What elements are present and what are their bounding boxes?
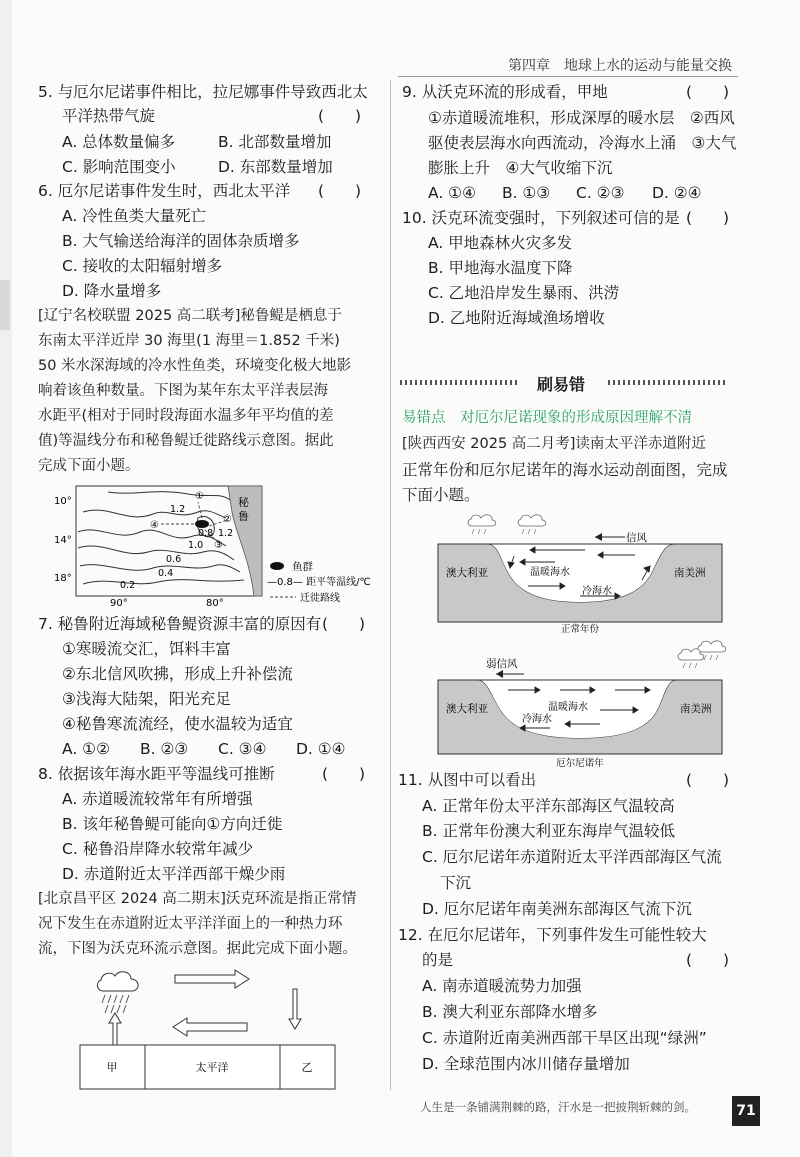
passage1-line-1: [辽宁名校联盟 2025 高二联考]秘鲁鳀是栖息于 bbox=[38, 308, 342, 324]
page-edge-shadow bbox=[0, 0, 12, 1157]
q5-option-b: B. 北部数量增加 bbox=[218, 133, 332, 151]
q8-answer-blank: ( ) bbox=[322, 765, 366, 783]
iso-label-0-2: 0.2 bbox=[120, 580, 136, 591]
q11-option-c-line-2: 下沉 bbox=[440, 874, 472, 892]
q5-option-a: A. 总体数量偏多 bbox=[62, 133, 176, 151]
section-title: 刷易错 bbox=[537, 375, 586, 394]
descending-arrow bbox=[289, 989, 301, 1029]
q9-option-c: C. ②③ bbox=[576, 184, 625, 202]
q12-stem-1: 12. 在厄尔尼诺年，下列事件发生可能性较大 bbox=[398, 926, 707, 944]
q10-stem: 10. 沃克环流变强时，下列叙述可信的是 bbox=[402, 209, 680, 227]
q10-option-d: D. 乙地附近海域渔场增收 bbox=[428, 309, 605, 327]
q7-option-b: B. ②③ bbox=[140, 740, 189, 758]
q12-answer-blank: ( ) bbox=[686, 951, 730, 969]
q7-item-1: ①寒暖流交汇，饵料丰富 bbox=[62, 640, 231, 658]
q6-stem: 6. 厄尔尼诺事件发生时，西北太平洋 bbox=[38, 182, 291, 200]
lat-10: 10° bbox=[54, 496, 72, 507]
q5-stem-2: 平洋热带气旋 bbox=[62, 107, 156, 125]
legend-route: 迁徙路线 bbox=[300, 593, 340, 604]
chapter-header: 第四章 地球上水的运动与能量交换 bbox=[508, 58, 732, 74]
normal-wind-label: 信风 bbox=[626, 532, 647, 544]
q7-item-2: ②东北信风吹拂，形成上升补偿流 bbox=[62, 665, 293, 683]
lon-90: 90° bbox=[110, 598, 128, 606]
legend-fish: 鱼群 bbox=[292, 561, 313, 573]
nino-wind-label: 弱信风 bbox=[486, 658, 518, 670]
peru-label-1: 秘 bbox=[238, 496, 249, 509]
nino-left-land: 澳大利亚 bbox=[446, 703, 488, 715]
q11-option-a: A. 正常年份太平洋东部海区气温较高 bbox=[422, 797, 675, 815]
q8-option-c: C. 秘鲁沿岸降水较常年减少 bbox=[62, 840, 254, 858]
lower-west-arrow bbox=[173, 1018, 247, 1036]
iso-label-0-8: 0.8 bbox=[198, 528, 214, 539]
q9-item-line-3: 膨胀上升 ④大气收缩下沉 bbox=[428, 159, 613, 177]
passage3-line-3: 下面小题。 bbox=[402, 486, 480, 504]
q9-option-d: D. ②④ bbox=[652, 184, 702, 202]
passage1-line-6: 值)等温线分布和秘鲁鳀迁徙路线示意图。据此 bbox=[38, 433, 334, 449]
iso-label-1-2: 1.2 bbox=[170, 504, 186, 515]
walker-yi-label: 乙 bbox=[301, 1061, 313, 1074]
walker-jia-label: 甲 bbox=[106, 1061, 118, 1074]
isotherm-map-figure bbox=[48, 484, 378, 606]
q10-answer-blank: ( ) bbox=[686, 209, 730, 227]
q8-option-a: A. 赤道暖流较常年有所增强 bbox=[62, 790, 253, 808]
lat-14: 14° bbox=[54, 535, 72, 546]
normal-cold-water: 冷海水 bbox=[582, 586, 612, 597]
q9-item-line-1: ①赤道暖流堆积，形成深厚的暖水层 ②西风 bbox=[428, 109, 735, 127]
legend-isotherm: —0.8— 距平等温线/℃ bbox=[267, 577, 371, 588]
iso-label-0-6: 0.6 bbox=[166, 554, 182, 565]
header-rule bbox=[398, 76, 738, 77]
section-dots-left bbox=[400, 380, 520, 385]
column-divider bbox=[390, 80, 391, 1090]
q6-answer-blank: ( ) bbox=[318, 182, 362, 200]
q5-option-d: D. 东部数量增加 bbox=[218, 158, 333, 176]
error-point-heading: 易错点 对厄尔尼诺现象的形成原因理解不清 bbox=[402, 410, 692, 426]
q9-answer-blank: ( ) bbox=[686, 83, 730, 101]
q7-option-a: A. ①② bbox=[62, 740, 110, 758]
nino-cold-water: 冷海水 bbox=[522, 714, 552, 725]
q5-option-c: C. 影响范围变小 bbox=[62, 158, 176, 176]
passage1-line-5: 水距平(相对于同时段海面水温多年平均值的差 bbox=[38, 408, 334, 424]
q8-option-b: B. 该年秘鲁鳀可能向①方向迁徙 bbox=[62, 815, 283, 833]
page-number: 71 bbox=[732, 1096, 760, 1126]
q12-option-c: C. 赤道附近南美洲西部干旱区出现“绿洲” bbox=[422, 1029, 707, 1047]
q7-stem: 7. 秘鲁附近海域秘鲁鳀资源丰富的原因有 bbox=[38, 615, 322, 633]
q11-answer-blank: ( ) bbox=[686, 771, 730, 789]
passage1-line-3: 50 米水深海域的冷水性鱼类，环境变化极大地影 bbox=[38, 358, 352, 374]
q9-option-b: B. ①③ bbox=[502, 184, 551, 202]
q8-option-d: D. 赤道附近太平洋西部干燥少雨 bbox=[62, 865, 286, 883]
legend-fish-icon bbox=[270, 562, 284, 570]
lon-80: 80° bbox=[206, 598, 224, 606]
nino-right-land: 南美洲 bbox=[680, 703, 712, 715]
passage1-line-7: 完成下面小题。 bbox=[38, 458, 140, 474]
q10-option-b: B. 甲地海水温度下降 bbox=[428, 259, 573, 277]
ascending-arrow bbox=[109, 1013, 121, 1045]
q7-item-3: ③浅海大陆架，阳光充足 bbox=[62, 690, 231, 708]
error-section-bar bbox=[400, 372, 730, 392]
q6-option-c: C. 接收的太阳辐射增多 bbox=[62, 257, 223, 275]
ocean-section-figure bbox=[430, 510, 730, 772]
normal-caption: 正常年份 bbox=[560, 624, 600, 635]
passage1-line-2: 东南太平洋近岸 30 海里(1 海里＝1.852 千米) bbox=[38, 333, 340, 349]
normal-warm-water: 温暖海水 bbox=[530, 567, 570, 578]
q12-option-a: A. 南赤道暖流势力加强 bbox=[422, 977, 582, 995]
lat-18: 18° bbox=[54, 573, 72, 584]
fish-school-marker bbox=[195, 520, 209, 528]
nino-warm-water: 温暖海水 bbox=[548, 702, 588, 713]
q10-option-a: A. 甲地森林火灾多发 bbox=[428, 234, 573, 252]
iso-label-0-4: 0.4 bbox=[158, 568, 174, 579]
q7-item-4: ④秘鲁寒流流经，使水温较为适宜 bbox=[62, 715, 293, 733]
q9-option-a: A. ①④ bbox=[428, 184, 476, 202]
q5-stem-1: 5. 与厄尔尼诺事件相比，拉尼娜事件导致西北太 bbox=[38, 83, 368, 101]
q7-option-c: C. ③④ bbox=[218, 740, 267, 758]
q8-stem: 8. 依据该年海水距平等温线可推断 bbox=[38, 765, 275, 783]
cloud-rain-icon bbox=[97, 972, 138, 1013]
route-2-label: ② bbox=[223, 514, 232, 525]
circulation-arrows bbox=[109, 970, 301, 1045]
q10-option-c: C. 乙地沿岸发生暴雨、洪涝 bbox=[428, 284, 620, 302]
passage2-line-1: [北京昌平区 2024 高二期末]沃克环流是指正常情 bbox=[38, 891, 357, 907]
normal-right-land: 南美洲 bbox=[674, 567, 706, 579]
upper-east-arrow bbox=[175, 970, 249, 988]
passage2-line-3: 流，下图为沃克环流示意图。据此完成下面小题。 bbox=[38, 941, 357, 957]
walker-circulation-figure bbox=[75, 965, 345, 1095]
route-4-label: ④ bbox=[150, 520, 159, 531]
iso-label-1-2b: 1.2 bbox=[218, 528, 234, 539]
q9-stem: 9. 从沃克环流的形成看，甲地 bbox=[402, 83, 608, 101]
q11-stem: 11. 从图中可以看出 bbox=[398, 771, 537, 789]
normal-left-land: 澳大利亚 bbox=[446, 567, 488, 579]
normal-year-panel bbox=[438, 515, 722, 635]
nino-caption: 厄尔尼诺年 bbox=[556, 758, 604, 769]
iso-label-1-0: 1.0 bbox=[188, 540, 204, 551]
q11-option-c-line-1: C. 厄尔尼诺年赤道附近太平洋西部海区气流 bbox=[422, 848, 722, 866]
page-edge-mark bbox=[0, 280, 10, 330]
q5-answer-blank: ( ) bbox=[318, 107, 362, 125]
route-1-label: ① bbox=[195, 491, 204, 502]
route-3-label: ③ bbox=[214, 540, 223, 551]
q7-option-d: D. ①④ bbox=[296, 740, 346, 758]
q12-option-b: B. 澳大利亚东部降水增多 bbox=[422, 1003, 598, 1021]
passage3-line-1: [陕西西安 2025 高二月考]读南太平洋赤道附近 bbox=[402, 436, 706, 452]
q9-item-line-2: 驱使表层海水向西流动，冷海水上涌 ③大气 bbox=[428, 134, 737, 152]
section-dots-right bbox=[608, 380, 728, 385]
q7-answer-blank: ( ) bbox=[322, 615, 366, 633]
q6-option-b: B. 大气输送给海洋的固体杂质增多 bbox=[62, 232, 300, 250]
footer-motto: 人生是一条铺满荆棘的路，汗水是一把披荆斩棘的剑。 bbox=[420, 1100, 696, 1114]
el-nino-year-panel bbox=[438, 641, 726, 769]
peru-label-2: 鲁 bbox=[238, 510, 249, 523]
q12-stem-2: 的是 bbox=[422, 951, 454, 969]
q11-option-d: D. 厄尔尼诺年南美洲东部海区气流下沉 bbox=[422, 900, 692, 918]
walker-ocean-label: 太平洋 bbox=[195, 1061, 229, 1074]
q12-option-d: D. 全球范围内冰川储存量增加 bbox=[422, 1055, 630, 1073]
passage2-line-2: 况下发生在赤道附近太平洋洋面上的一种热力环 bbox=[38, 916, 343, 932]
passage3-line-2: 正常年份和厄尔尼诺年的海水运动剖面图，完成 bbox=[402, 461, 728, 479]
q6-option-d: D. 降水量增多 bbox=[62, 282, 162, 300]
q11-option-b: B. 正常年份澳大利亚东海岸气温较低 bbox=[422, 822, 675, 840]
passage1-line-4: 响着该鱼种数量。下图为某年东太平洋表层海 bbox=[38, 383, 328, 399]
q6-option-a: A. 冷性鱼类大量死亡 bbox=[62, 207, 207, 225]
